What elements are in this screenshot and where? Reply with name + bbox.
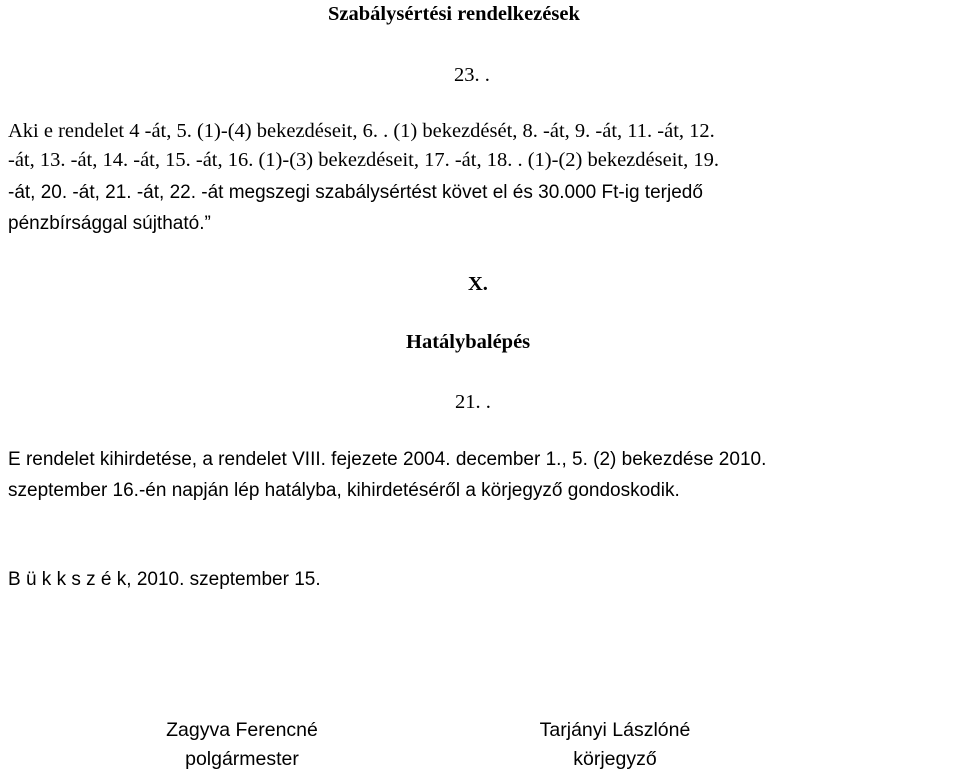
paragraph-23-line-2: -át, 13. -át, 14. -át, 15. -át, 16. (1)-(3) bekezdéseit, 17. -át, 18. . (1)-(2) bekezdéseit, 19.	[8, 149, 719, 171]
signature-block-notary	[495, 716, 735, 774]
paragraph-23-label: 23. .	[454, 64, 490, 86]
signatory-name: Zagyva Ferencné	[166, 719, 318, 741]
paragraph-21-line-2: szeptember 16.-én napján lép hatályba, kihirdetéséről a körjegyző gondoskodik.	[8, 480, 680, 501]
section-heading: Szabálysértési rendelkezések	[328, 3, 580, 25]
paragraph-23-line-1: Aki e rendelet 4 -át, 5. (1)-(4) bekezdéseit, 6. . (1) bekezdését, 8. -át, 9. -át, 11. -át, 12.	[8, 120, 715, 142]
place-and-date: B ü k k s z é k, 2010. szeptember 15.	[8, 569, 321, 590]
chapter-number: X.	[468, 273, 488, 295]
paragraph-23-line-4: pénzbírsággal sújtható.”	[8, 213, 211, 234]
paragraph-21-label: 21. .	[455, 391, 491, 413]
signatory-title: körjegyző	[573, 748, 657, 770]
chapter-title: Hatálybalépés	[406, 331, 531, 353]
signature-block-mayor	[122, 716, 362, 774]
signatory-name: Tarjányi Lászlóné	[539, 719, 691, 741]
signatory-title: polgármester	[185, 748, 299, 770]
paragraph-21-line-1: E rendelet kihirdetése, a rendelet VIII. fejezete 2004. december 1., 5. (2) bekezdése 2010.	[8, 449, 767, 470]
paragraph-23-line-3: -át, 20. -át, 21. -át, 22. -át megszegi szabálysértést követ el és 30.000 Ft-ig terjedő	[8, 182, 703, 203]
